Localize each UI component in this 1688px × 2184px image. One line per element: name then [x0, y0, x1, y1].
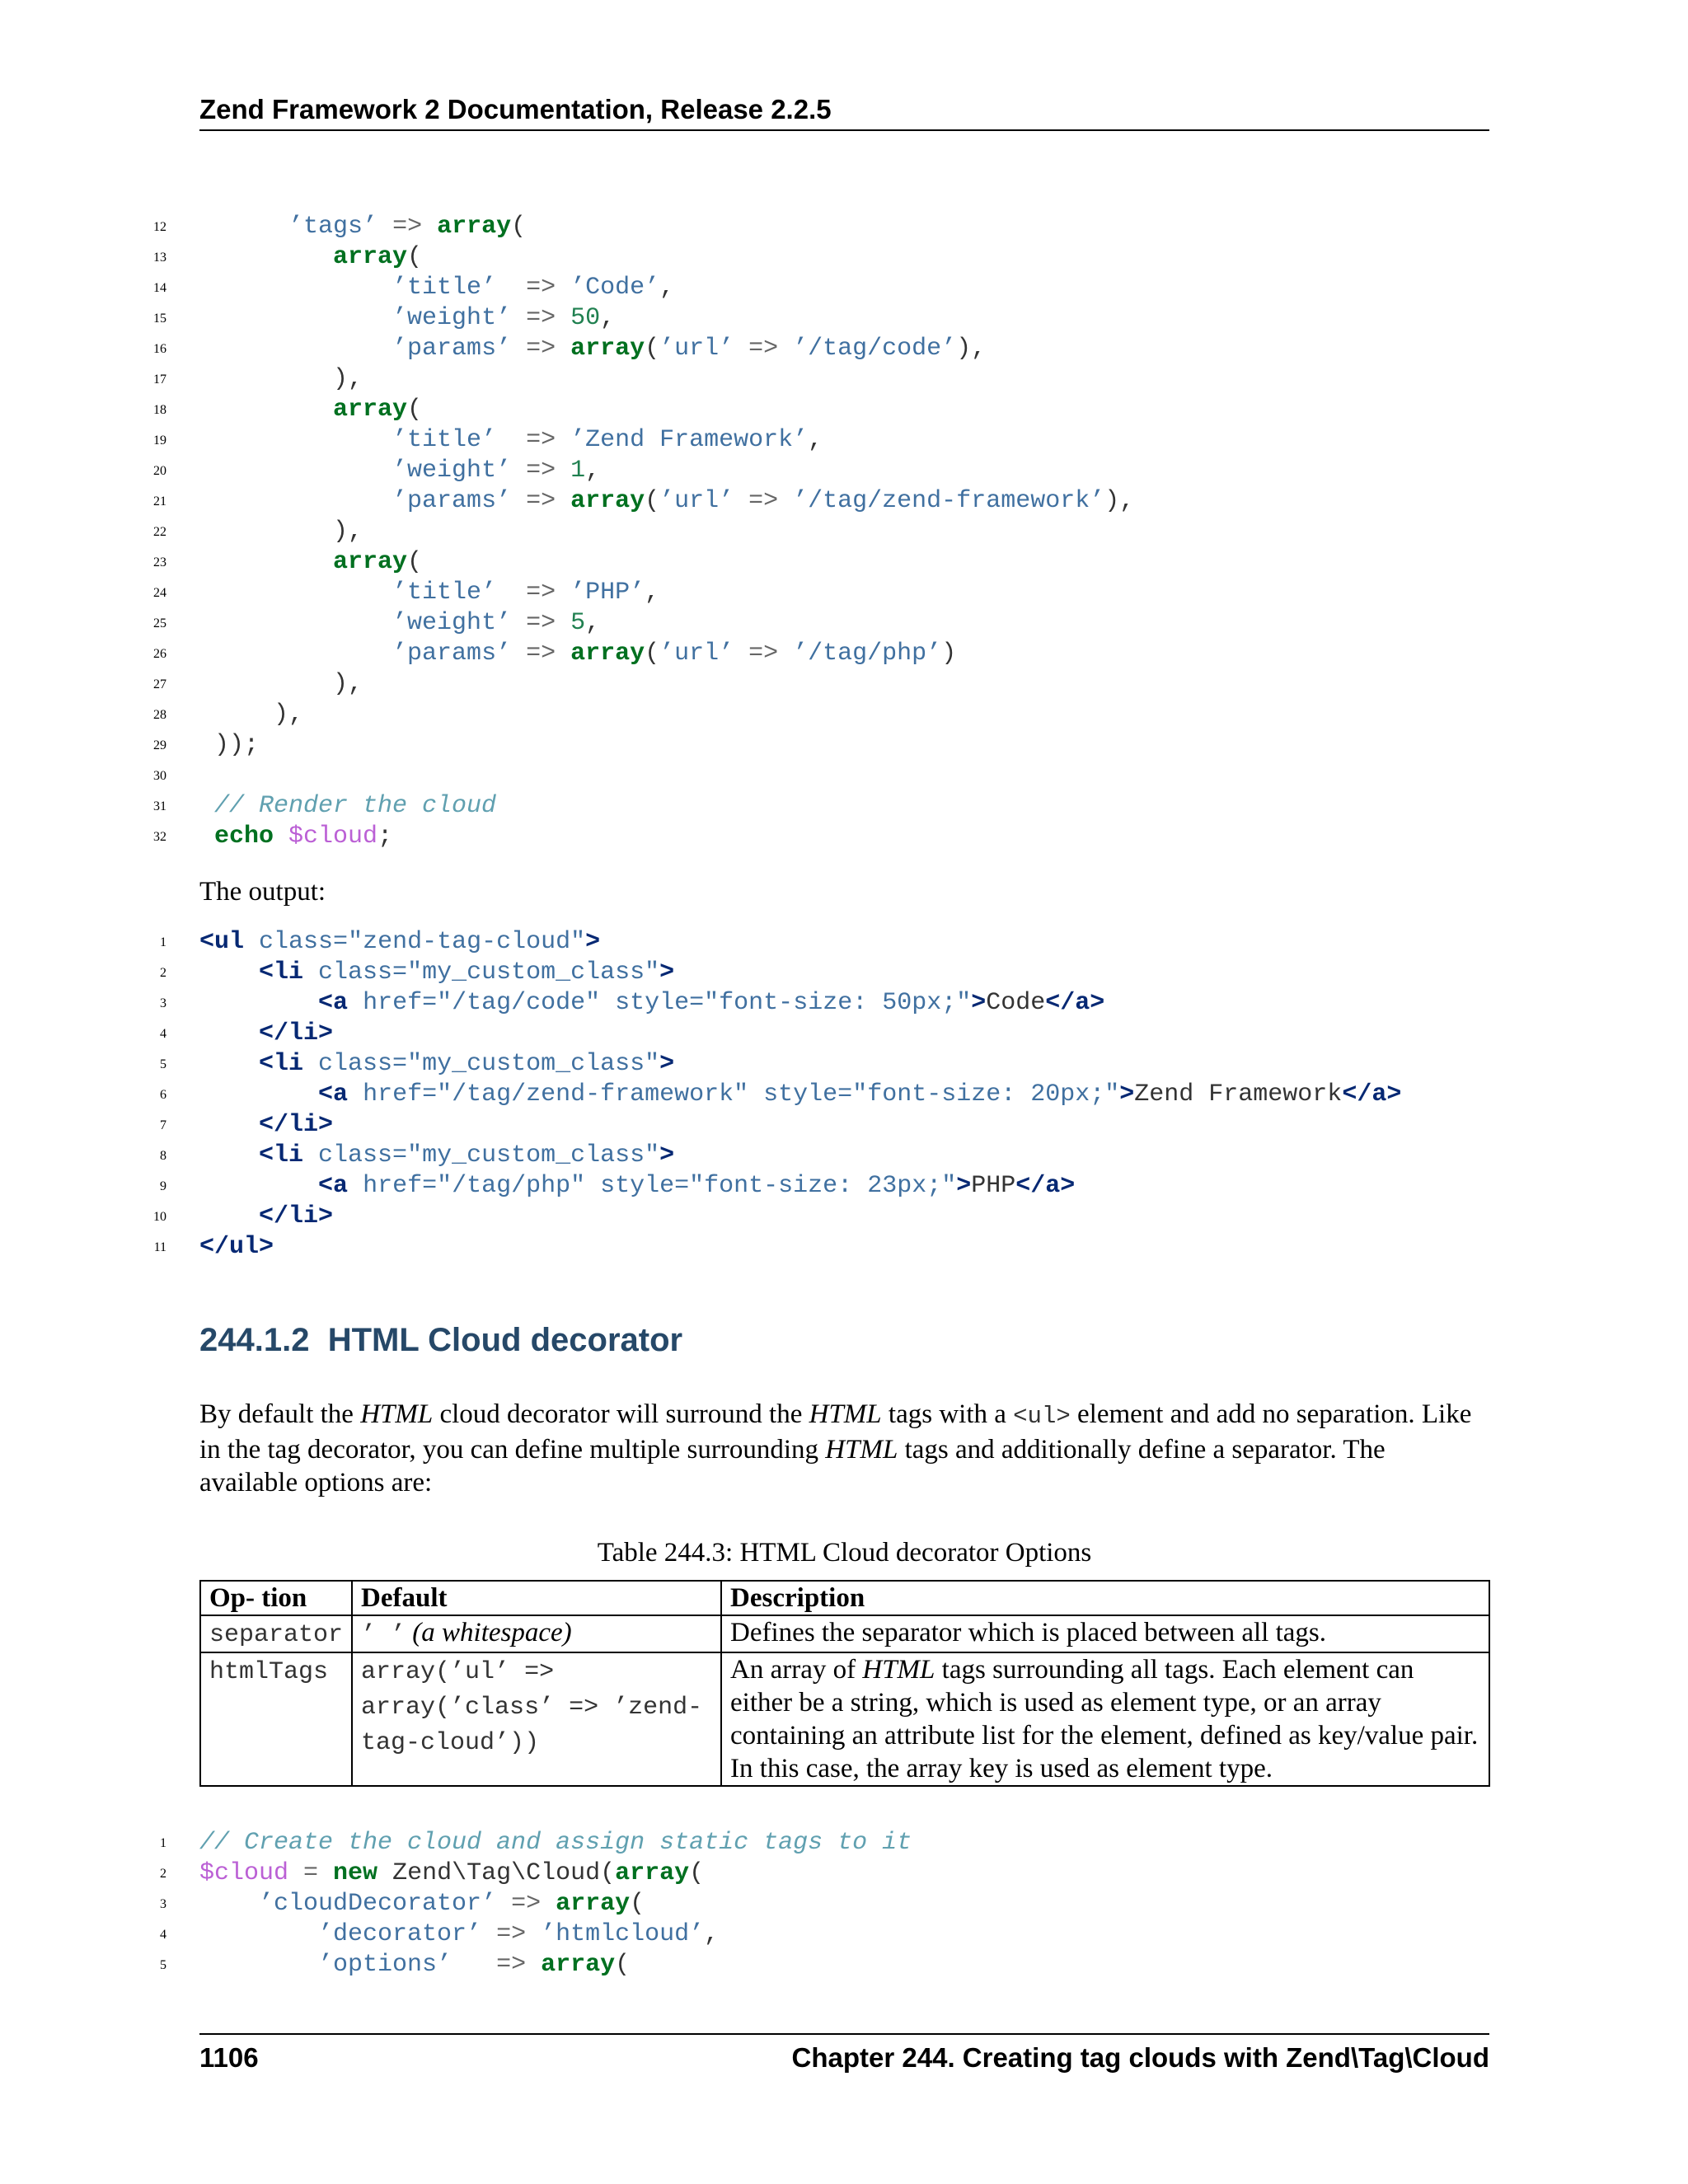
- default-value: ’ ’: [361, 1621, 406, 1649]
- section-title: HTML Cloud decorator: [327, 1322, 683, 1358]
- code-text: ),: [199, 670, 363, 698]
- code-text: <li class="my_custom_class">: [259, 1141, 675, 1169]
- code-text: ),: [199, 701, 304, 729]
- code-text: <a href="/tag/code" style="font-size: 50px;">Code</a>: [318, 989, 1105, 1017]
- output-label: The output:: [199, 877, 326, 907]
- line-number: 2: [160, 1867, 166, 1881]
- table-row: [200, 1615, 1489, 1652]
- code-text: ’title’ => ’Zend Framework’,: [392, 426, 823, 454]
- line-number: 16: [153, 342, 166, 356]
- code-text: <a href="/tag/php" style="font-size: 23px;">PHP</a>: [318, 1172, 1076, 1200]
- code-text: <a href="/tag/zend-framework" style="font-size: 20px;">Zend Framework</a>: [318, 1080, 1402, 1108]
- code-text: ’options’ => array(: [318, 1951, 631, 1979]
- option-name: separator: [209, 1621, 344, 1649]
- option-description: An array of HTML tags surrounding all tags. Each element can either be a string, which is used as element type, or an array containing an attribute list for the element, defined as key/value pair. In this case, the array key is used as element type.: [721, 1652, 1489, 1786]
- line-number: 18: [153, 403, 166, 417]
- section-heading: [199, 1322, 682, 1359]
- line-number: 30: [153, 769, 166, 783]
- code-text: // Create the cloud and assign static tags to it: [199, 1829, 912, 1857]
- line-number: 19: [153, 434, 166, 448]
- code-text: ’title’ => ’PHP’,: [392, 579, 660, 607]
- code-text: ’params’ => array(’url’ => ’/tag/zend-framework’),: [392, 487, 1135, 515]
- option-description: Defines the separator which is placed between all tags.: [721, 1615, 1489, 1652]
- line-number: 10: [153, 1210, 166, 1224]
- code-text: <ul class="zend-tag-cloud">: [199, 928, 601, 956]
- code-text: </li>: [259, 1019, 334, 1047]
- code-text: ));: [199, 731, 260, 759]
- code-text: $cloud = new Zend\Tag\Cloud(array(: [199, 1859, 705, 1887]
- line-number: 3: [160, 1897, 166, 1911]
- chapter-title: Chapter 244. Creating tag clouds with Zend\Tag\Cloud: [791, 2042, 1489, 2073]
- intro-paragraph: By default the HTML cloud decorator will surround the HTML tags with a <ul> element and add no separation. Like in the tag decorator, you can define multiple surrounding HTML tags and additionally define a separator. The available options are:: [199, 1399, 1472, 1497]
- header-option: Op- tion: [200, 1581, 352, 1615]
- code-block-html-output: [0, 927, 1688, 1263]
- section-number: 244.1.2: [199, 1322, 310, 1358]
- line-number: 14: [153, 281, 166, 295]
- code-text: ’decorator’ => ’htmlcloud’,: [318, 1920, 720, 1948]
- line-number: 31: [153, 799, 166, 813]
- code-text: <li class="my_custom_class">: [259, 1050, 675, 1078]
- header-default: Default: [352, 1581, 721, 1615]
- code-text: </ul>: [199, 1233, 274, 1261]
- line-number: 13: [153, 251, 166, 265]
- line-number: 22: [153, 525, 166, 539]
- code-text: array(: [333, 548, 423, 576]
- code-text: ’title’ => ’Code’,: [392, 274, 675, 302]
- page-footer: [199, 2033, 1489, 2073]
- options-table: [199, 1580, 1490, 1787]
- line-number: 23: [153, 555, 166, 569]
- line-number: 21: [153, 494, 166, 509]
- code-text: array(: [333, 243, 423, 271]
- line-number: 7: [160, 1118, 166, 1132]
- table-row: [200, 1652, 1489, 1786]
- code-text: ’params’ => array(’url’ => ’/tag/code’),: [392, 335, 987, 363]
- code-text: echo $cloud;: [214, 823, 393, 851]
- line-number: 12: [153, 220, 166, 234]
- code-text: ’weight’ => 1,: [392, 457, 601, 485]
- code-text: ’cloudDecorator’ => array(: [259, 1890, 645, 1918]
- code-block-php-htmlcloud: [0, 1828, 1688, 1980]
- line-number: 2: [160, 966, 166, 980]
- line-number: 5: [160, 1958, 166, 1972]
- code-text: ),: [199, 365, 363, 393]
- line-number: 17: [153, 373, 166, 387]
- code-text: </li>: [259, 1202, 334, 1230]
- line-number: 1: [160, 935, 166, 949]
- code-text: ’weight’ => 5,: [392, 609, 601, 637]
- line-number: 9: [160, 1179, 166, 1193]
- line-number: 27: [153, 677, 166, 691]
- ul-inline-code: <ul>: [1013, 1403, 1071, 1430]
- line-number: 6: [160, 1088, 166, 1102]
- line-number: 8: [160, 1149, 166, 1163]
- line-number: 4: [160, 1027, 166, 1041]
- code-block-php-render: [0, 212, 1688, 852]
- code-text: // Render the cloud: [199, 792, 497, 820]
- header-description: Description: [721, 1581, 1489, 1615]
- page-number: 1106: [199, 2042, 259, 2073]
- line-number: 28: [153, 708, 166, 722]
- code-text: ’tags’ => array(: [288, 213, 527, 241]
- table-caption: Table 244.3: HTML Cloud decorator Options: [597, 1538, 1092, 1568]
- default-note: (a whitespace): [412, 1618, 572, 1647]
- line-number: 1: [160, 1836, 166, 1850]
- code-text: ),: [199, 518, 363, 546]
- code-text: </li>: [259, 1111, 334, 1139]
- code-text: array(: [333, 396, 423, 424]
- code-text: ’weight’ => 50,: [392, 304, 616, 332]
- code-text: <li class="my_custom_class">: [259, 958, 675, 987]
- option-name: htmlTags: [209, 1658, 329, 1686]
- default-value: array(’ul’ => array(’class’ => ’zend-tag-cloud’)): [361, 1658, 703, 1757]
- line-number: 15: [153, 312, 166, 326]
- line-number: 24: [153, 586, 166, 600]
- line-number: 32: [153, 830, 166, 844]
- line-number: 3: [160, 996, 166, 1010]
- line-number: 5: [160, 1057, 166, 1071]
- line-number: 20: [153, 464, 166, 478]
- line-number: 11: [153, 1240, 166, 1254]
- line-number: 26: [153, 647, 166, 661]
- line-number: 29: [153, 738, 166, 752]
- line-number: 4: [160, 1928, 166, 1942]
- line-number: 25: [153, 616, 166, 630]
- running-header: Zend Framework 2 Documentation, Release 2.2.5: [199, 93, 1489, 131]
- code-text: ’params’ => array(’url’ => ’/tag/php’): [392, 640, 957, 668]
- table-header-row: [200, 1581, 1489, 1615]
